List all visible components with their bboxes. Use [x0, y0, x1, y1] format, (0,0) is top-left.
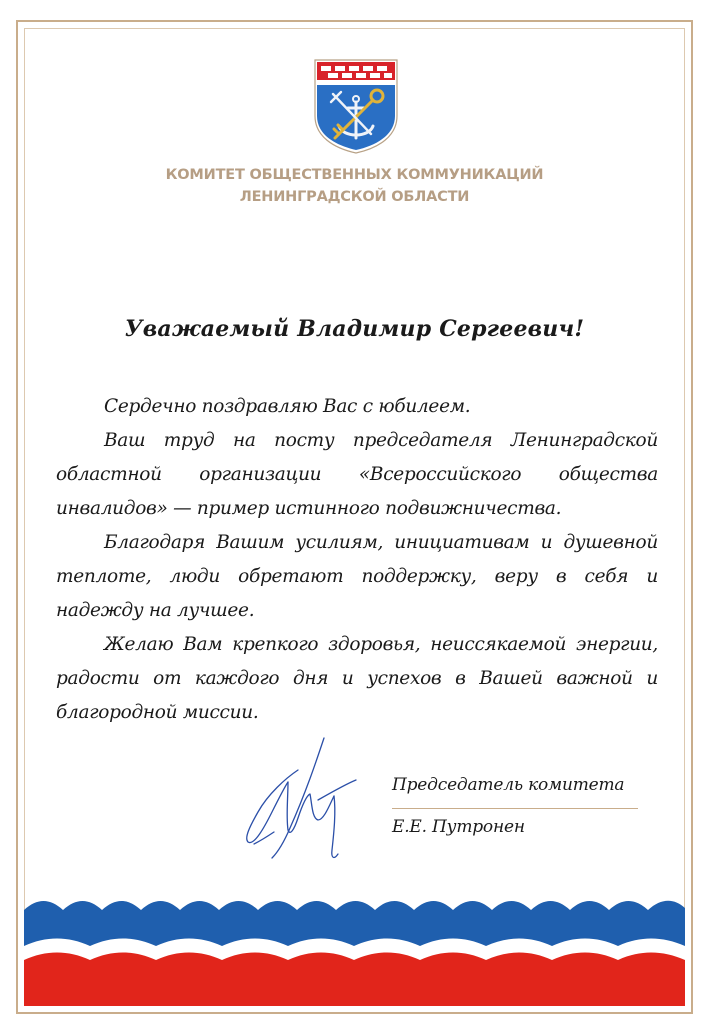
leningrad-oblast-coat-of-arms-icon [309, 58, 403, 154]
handwritten-signature-icon [228, 732, 368, 862]
signature-divider [392, 808, 638, 809]
tricolor-waves-decoration [24, 880, 685, 1006]
letter-greeting: Уважаемый Владимир Сергеевич! [124, 316, 585, 342]
org-name-line1: КОМИТЕТ ОБЩЕСТВЕННЫХ КОММУНИКАЦИЙ [165, 167, 544, 183]
letter-paragraph: Сердечно поздравляю Вас с юбилеем. [104, 396, 471, 417]
signatory-position: Председатель комитета [392, 775, 625, 795]
signatory-name: Е.Е. Путронен [392, 817, 525, 837]
letter-paragraph: Благодаря Вашим усилиям, инициативам и душевной теплоте, люди обретают поддержку, веру в себя и надежду на лучшее. [56, 532, 658, 621]
org-name-line2: ЛЕНИНГРАДСКОЙ ОБЛАСТИ [239, 189, 470, 205]
letter-body [56, 390, 658, 730]
letter-paragraph: Желаю Вам крепкого здоровья, неиссякаемой энергии, радости от каждого дня и успехов в Вашей важной и благородной миссии. [56, 634, 658, 723]
letter-paragraph: Ваш труд на посту председателя Ленинградской областной организации «Всероссийского общества инвалидов» — пример истинного подвижничества. [56, 430, 658, 519]
